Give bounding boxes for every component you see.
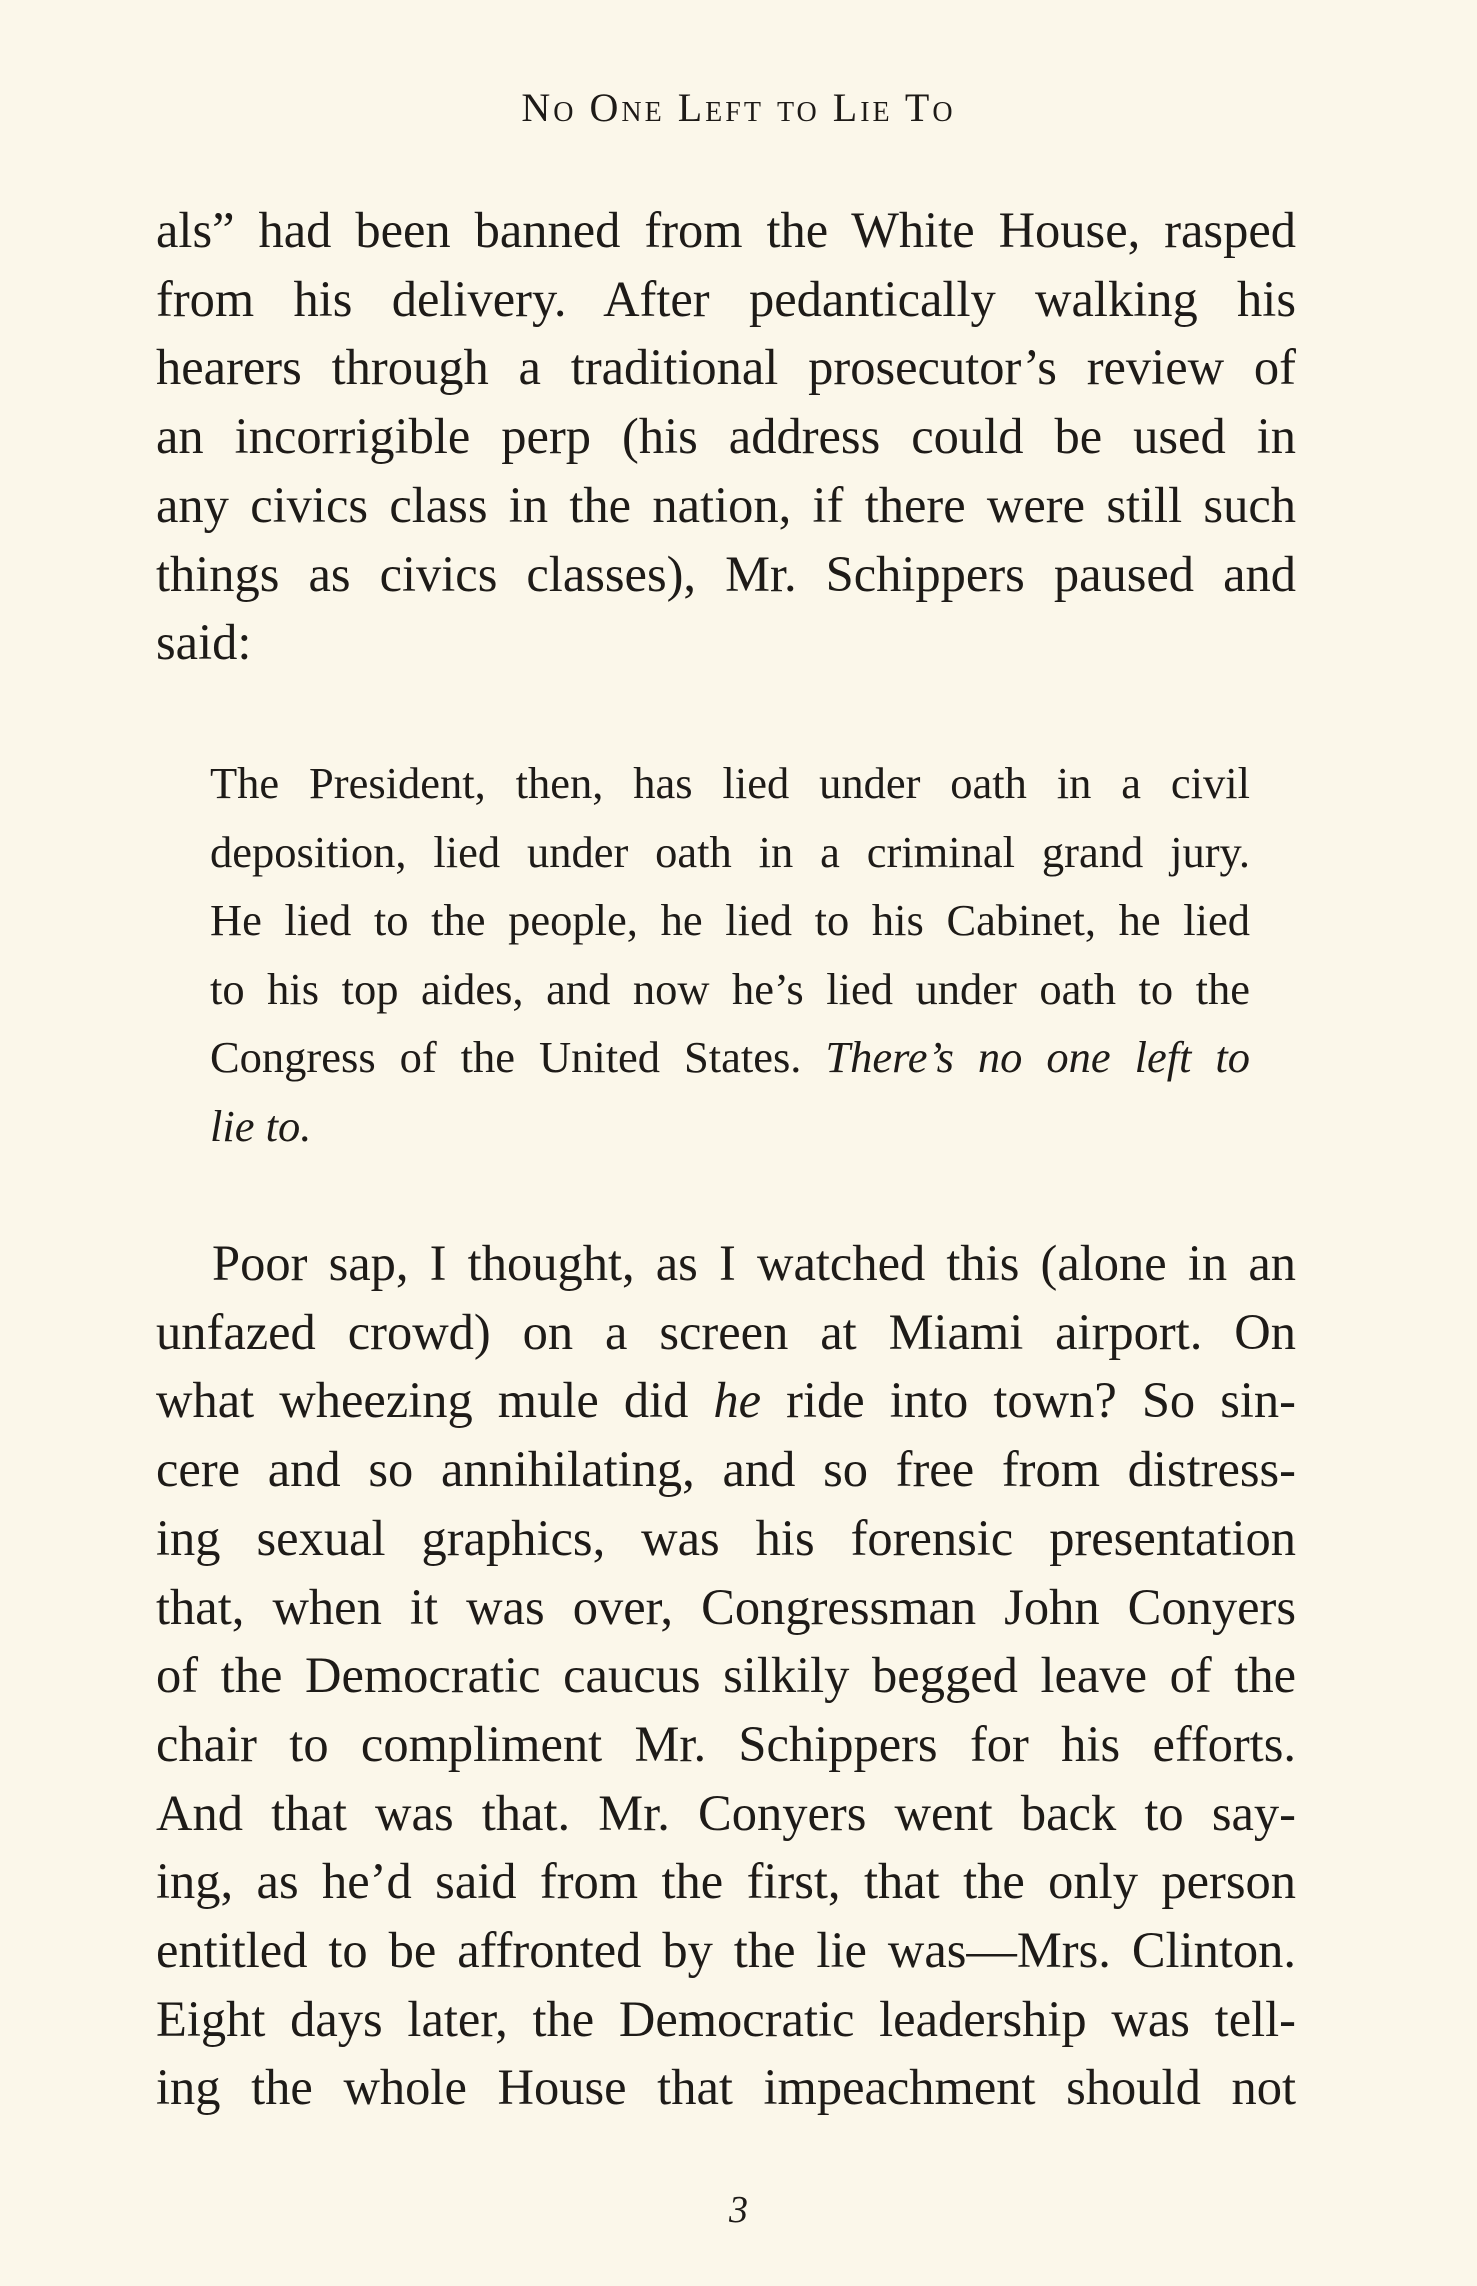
text-line: of the Democratic caucus silkily begged leave of the [156, 1647, 1296, 1704]
quote-line: deposition, lied under oath in a criminal grand jury. [210, 826, 1250, 877]
quote-line: He lied to the people, he lied to his Cabinet, he lied [210, 895, 1250, 945]
text-line: als” had been banned from the White House, rasped [156, 202, 1296, 258]
text-line [156, 1366, 1296, 1435]
quote-line: The President, then, has lied under oath in a civil [210, 758, 1250, 808]
italic-text: he [713, 1372, 762, 1429]
quote-line [210, 1092, 1250, 1161]
block-quote [210, 749, 1250, 1160]
text-line: And that was that. Mr. Conyers went back to say- [156, 1784, 1296, 1841]
text-line: an incorrigible perp (his address could be used in [156, 408, 1296, 465]
page-number: 3 [729, 2189, 748, 2231]
text-line: from his delivery. After pedantically walking his [156, 270, 1296, 327]
quote-line: to his top aides, and now he’s lied under oath to the [210, 963, 1250, 1014]
text-line: any civics class in the nation, if there were still such [156, 476, 1296, 533]
quote-text: Congress of the United States. [210, 1032, 826, 1082]
text-line: ing sexual graphics, was his forensic presentation [156, 1509, 1296, 1566]
running-header: No One Left to Lie To [521, 85, 956, 130]
text-line: things as civics classes), Mr. Schippers paused and [156, 545, 1296, 602]
paragraph-2 [156, 1229, 1296, 2122]
quote-italic-text: There’s no one left to [825, 1032, 1250, 1082]
quote-italic-text: lie to. [210, 1100, 312, 1151]
text-span: ride into town? So sin- [761, 1372, 1296, 1429]
text-line: ing, as he’d said from the first, that the only person [156, 1853, 1296, 1910]
text-line: ing the whole House that impeachment should not [156, 2059, 1296, 2116]
text-line: entitled to be affronted by the lie was—Mrs. Clinton. [156, 1922, 1296, 1979]
text-line: that, when it was over, Congressman John Conyers [156, 1578, 1296, 1635]
paragraph-1 [156, 196, 1296, 677]
text-line: cere and so annihilating, and so free from distress- [156, 1441, 1296, 1498]
text-span: what wheezing mule did [156, 1372, 714, 1429]
text-line: chair to compliment Mr. Schippers for his efforts. [156, 1715, 1296, 1772]
text-line: Eight days later, the Democratic leadership was tell- [156, 1990, 1296, 2047]
text-line: unfazed crowd) on a screen at Miami airport. On [156, 1303, 1296, 1360]
quote-line [210, 1023, 1250, 1092]
text-line: said: [156, 614, 252, 671]
text-line: Poor sap, I thought, as I watched this (alone in an [212, 1235, 1296, 1291]
text-line: hearers through a traditional prosecutor’s review of [156, 339, 1296, 396]
